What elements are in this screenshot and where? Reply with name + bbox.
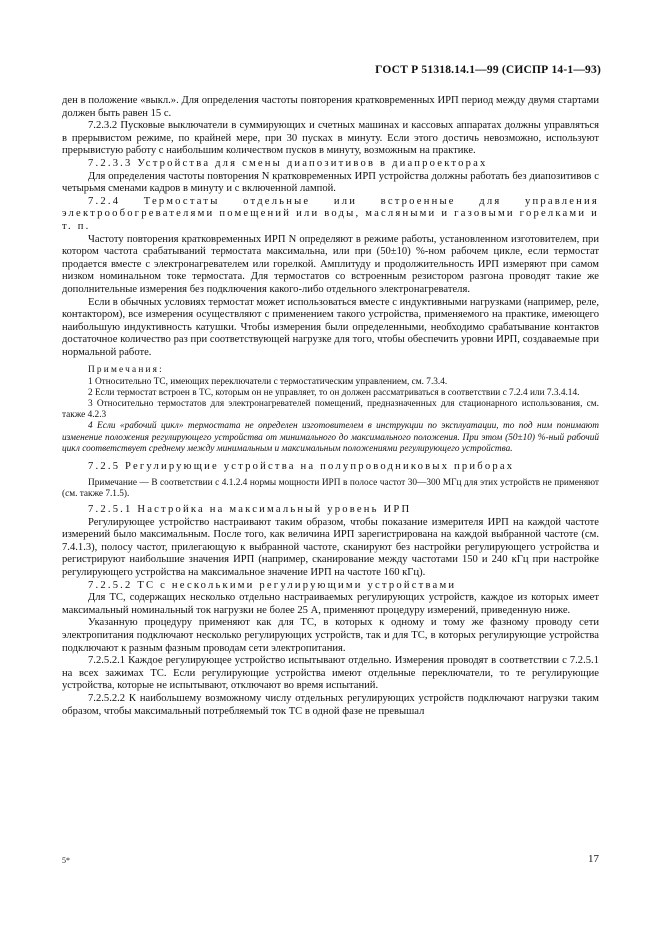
paragraph: 7.2.3.2 Пусковые выключатели в суммирующих и счетных машинах и кассовых аппаратах должны управляться в прерывистом режиме, по крайней мере, при 30 пусках в минуту. Если этого достичь невозможно, используют прерывистую работу с наибольшим количеством пусков в минуту, возможным на практике.: [62, 120, 599, 157]
notes-heading: Примечания:: [88, 365, 164, 376]
paragraph: Для ТС, содержащих несколько отдельно настраиваемых регулирующих устройств, каждое из которых имеет максимальный номинальный ток нагрузки не более 25 А, применяют процедуру измерений, приведенную ниже.: [62, 592, 599, 616]
paragraph: Для определения частоты повторения N кратковременных ИРП устройства должны работать без диапозитивов с четырьмя сменами кадров в минуту и с включенной лампой.: [62, 170, 599, 195]
signature-mark: 5*: [62, 856, 70, 865]
note-item: Примечание — В соответствии с 4.1.2.4 нормы мощности ИРП в полосе частот 30—300 МГц для этих устройств не применяют (см. также 7.1.5).: [62, 477, 599, 499]
page-header-title: ГОСТ Р 51318.14.1—99 (СИСПР 14-1—93): [375, 64, 601, 76]
paragraph: 7.2.5.2.1 Каждое регулирующее устройство испытывают отдельно. Измерения проводят в соответствии с 7.2.5.1 на всех зажимах ТС. Если регулирующие устройства имеют отдельные переключатели, то те регулирующие устройства, которые не испытывают, отключают во время испытаний.: [62, 655, 599, 692]
paragraph: Если в обычных условиях термостат может использоваться вместе с индуктивными нагрузками (например, реле, контактором), все измерения осуществляют с применением такого устройства, применяемого на практике, имеющего наибольшую индуктивность катушки. Чтобы измерения были определенными, необходимо срабатывание контактов достаточное количество раз при соответствующей нагрузке для того, чтобы обеспечить уровни ИРП, создаваемые при нормальной работе.: [62, 296, 599, 358]
note-item: 2 Если термостат встроен в ТС, которым он не управляет, то он должен рассматриваться в соответствии с 7.2.4 или 7.3.4.14.: [88, 387, 580, 398]
document-body: [62, 95, 599, 718]
paragraph: Частоту повторения кратковременных ИРП N определяют в режиме работы, установленном изготовителем, при котором частота срабатываний термостата максимальна, или при (50±10) %-ном рабочем цикле, если термостат продается вместе с электронагревателем или горелкой. Амплитуду и продолжительность ИРП измеряют при самом низком номинальном токе термостата. Для термостатов со встроенным резистором разгона проводят такие же дополнительные измерения без подключения какого-либо отдельного электронагревателя.: [62, 233, 599, 295]
paragraph: Регулирующее устройство настраивают таким образом, чтобы показание измерителя ИРП на каждой частоте измерений было максимальным. После того, как величина ИРП зарегистрирована на каждой выбранной частоте (см. 7.4.1.3), полосу частот, прилегающую к выбранной частоте, сканируют без настройки регулирующего устройства и регистрируют наибольшие значения ИРП (например, сканирование между частотами 150 и 240 кГц при настройке регулирующего устройства на максимальное значение ИРП на частоте 160 кГц).: [62, 516, 599, 579]
page-number: 17: [588, 853, 599, 865]
section-heading: 7.2.3.3 Устройства для смены диапозитивов в диапроекторах: [88, 157, 488, 169]
note-item: 4 Если «рабочий цикл» термостата не определен изготовителем в инструкции по эксплуатации, то под ним понимают изменение положения регулирующего устройства от минимального до максимального положения. При этом (50±10) %-ный рабочий цикл соответствует среднему между минимальным и максимальным положениями регулирующего устройства.: [62, 421, 599, 454]
paragraph: Указанную процедуру применяют как для ТС, в которых к одному и тому же фазному проводу сети электропитания подключают несколько регулирующих устройств, так и для ТС, в которых регулирующие устройства подключают к разным фазным проводам сети электропитания.: [62, 617, 599, 654]
section-heading: 7.2.5 Регулирующие устройства на полупроводниковых приборах: [88, 461, 515, 473]
paragraph: ден в положение «выкл.». Для определения частоты повторения кратковременных ИРП период между двумя стартами должен быть равен 15 с.: [62, 95, 599, 119]
section-heading: 7.2.4 Термостаты отдельные или встроенные для управления электрообогревателями помещений или воды, масляными и газовыми горелками и т. п.: [62, 195, 599, 232]
paragraph: 7.2.5.2.2 К наибольшему возможному числу отдельных регулирующих устройств подключают нагрузки таким образом, чтобы максимальный потребляемый ток ТС в одной фазе не превышал: [62, 693, 599, 717]
section-heading: 7.2.5.2 ТС с несколькими регулирующими устройствами: [88, 579, 457, 591]
note-item: 3 Относительно термостатов для электронагревателей помещений, предназначенных для стационарного использования, см. также 4.2.3: [62, 399, 599, 421]
note-item: 1 Относительно ТС, имеющих переключатели с термостатическим управлением, см. 7.3.4.: [88, 376, 448, 387]
section-heading: 7.2.5.1 Настройка на максимальный уровень ИРП: [88, 504, 412, 516]
